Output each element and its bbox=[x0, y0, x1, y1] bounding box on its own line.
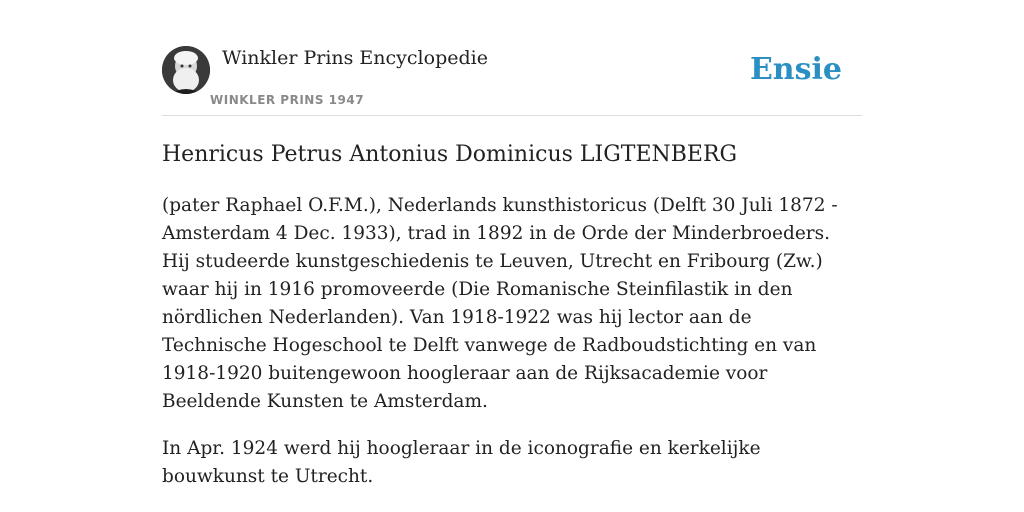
ensie-logo[interactable]: Ensie bbox=[749, 52, 842, 87]
header-divider bbox=[162, 115, 862, 116]
portrait-avatar-icon[interactable] bbox=[162, 46, 210, 94]
article-paragraph: In Apr. 1924 werd hij hoogleraar in de iconografie en kerkelijke bouwkunst te Utrecht. bbox=[162, 438, 761, 487]
source-title[interactable]: Winkler Prins Encyclopedie bbox=[222, 47, 488, 69]
source-subtitle[interactable]: WINKLER PRINS 1947 bbox=[210, 93, 365, 107]
article-title: Henricus Petrus Antonius Dominicus LIGTENBERG bbox=[162, 142, 738, 167]
article-body bbox=[162, 192, 862, 510]
article-paragraph: (pater Raphael O.F.M.), Nederlands kunsthistoricus (Delft 30 Juli 1872 - Amsterdam 4 Dec. 1933), trad in 1892 in de Orde der Minderbroeders. Hij studeerde kunstgeschiedenis te Leuven, Utrecht en Fribourg (Zw.) waar hij in 1916 promoveerde (Die Romanische Steinfilastik in den nördlichen Nederlanden). Van 1918-1922 was hij lector aan de Technische Hogeschool te Delft vanwege de Radboudstichting en van 1918-1920 buitengewoon hoogleraar aan de Rijksacademie voor Beeldende Kunsten te Amsterdam. bbox=[162, 195, 838, 412]
source-header bbox=[162, 46, 862, 116]
